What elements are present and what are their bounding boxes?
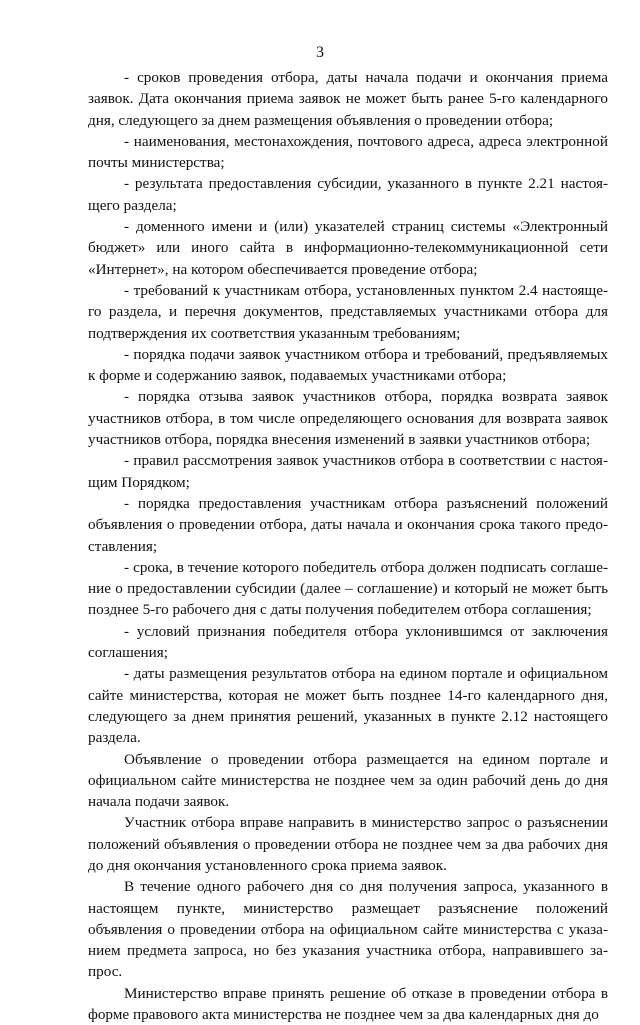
paragraph-results-publication: - даты размещения результатов отбора на едином портале и официальном сайте министерства, которая не может быть позднее 14-го календарного дня, следующего за днем принятия решений, указанных в пункте 2.12 настоящего раздела. <box>88 665 608 747</box>
paragraph-ministry-contacts: - наименования, местонахождения, почтового адреса, адреса электронной почты министерства; <box>88 132 608 172</box>
paragraph-agreement-deadline: - срока, в течение которого победитель отбора должен подписать соглашение о предоставлении субсидии (далее – соглашение) и который не может быть позднее 5-го рабочего дня с даты получения победителем отбора соглашения; <box>88 558 608 619</box>
paragraph-domain-name: - доменного имени и (или) указателей страниц системы «Электронный бюджет» или иного сайта в информационно-телекоммуникационной сети «Интернет», на котором обеспечивается проведение отбора; <box>88 218 608 278</box>
paragraph-clarification-procedure: - порядка предоставления участникам отбора разъяснений положений объявления о проведении отбора, даты начала и окончания срока такого предоставления; <box>88 494 608 555</box>
paragraph-participant-requirements: - требований к участникам отбора, установленных пунктом 2.4 настоящего раздела, и перечня документов, представляемых участниками отбора для подтверждения их соответствия указанным требованиям; <box>88 281 608 342</box>
document-body <box>88 67 608 1025</box>
paragraph-clarification-response: В течение одного рабочего дня со дня получения запроса, указанного в настоящем пункте, министерство размещает разъяснение положений объявления о проведении отбора на официальном сайте министерства с указанием предмета запроса, но без указания участника отбора, направившего запрос. <box>88 878 608 981</box>
page-number: 3 <box>316 44 324 61</box>
paragraph-review-rules: - правил рассмотрения заявок участников отбора в соответствии с настоящим Порядком; <box>88 452 608 491</box>
paragraph-cancellation-decision: Министерство вправе принять решение об отказе в проведении отбора в форме правового акта министерства не позднее чем за два календарных дня до <box>88 984 608 1024</box>
paragraph-evasion-conditions: - условий признания победителя отбора уклонившимся от заключения соглашения; <box>88 622 608 662</box>
paragraph-announcement-placement: Объявление о проведении отбора размещается на едином портале и официальном сайте министерства не позднее чем за один рабочий день до дня начала подачи заявок. <box>88 750 608 811</box>
paragraph-application-procedure: - порядка подачи заявок участником отбора и требований, предъявляемых к форме и содержанию заявок, подаваемых участниками отбора; <box>88 345 608 385</box>
paragraph-withdrawal-procedure: - порядка отзыва заявок участников отбора, порядка возврата заявок участников отбора, в том числе определяющего основания для возврата заявок участников отбора, порядка внесения изменений в заявки участников отбора; <box>88 388 608 449</box>
paragraph-clarification-request: Участник отбора вправе направить в министерство запрос о разъяснении положений объявления о проведении отбора не позднее чем за два рабочих дня до дня окончания установленного срока приема заявок. <box>88 814 608 874</box>
paragraph-submission-dates: - сроков проведения отбора, даты начала подачи и окончания приема заявок. Дата окончания приема заявок не может быть ранее 5-го календарного дня, следующего за днем размещения объявления о проведении отбора; <box>88 69 608 129</box>
paragraph-subsidy-result: - результата предоставления субсидии, указанного в пункте 2.21 настоящего раздела; <box>88 175 608 214</box>
